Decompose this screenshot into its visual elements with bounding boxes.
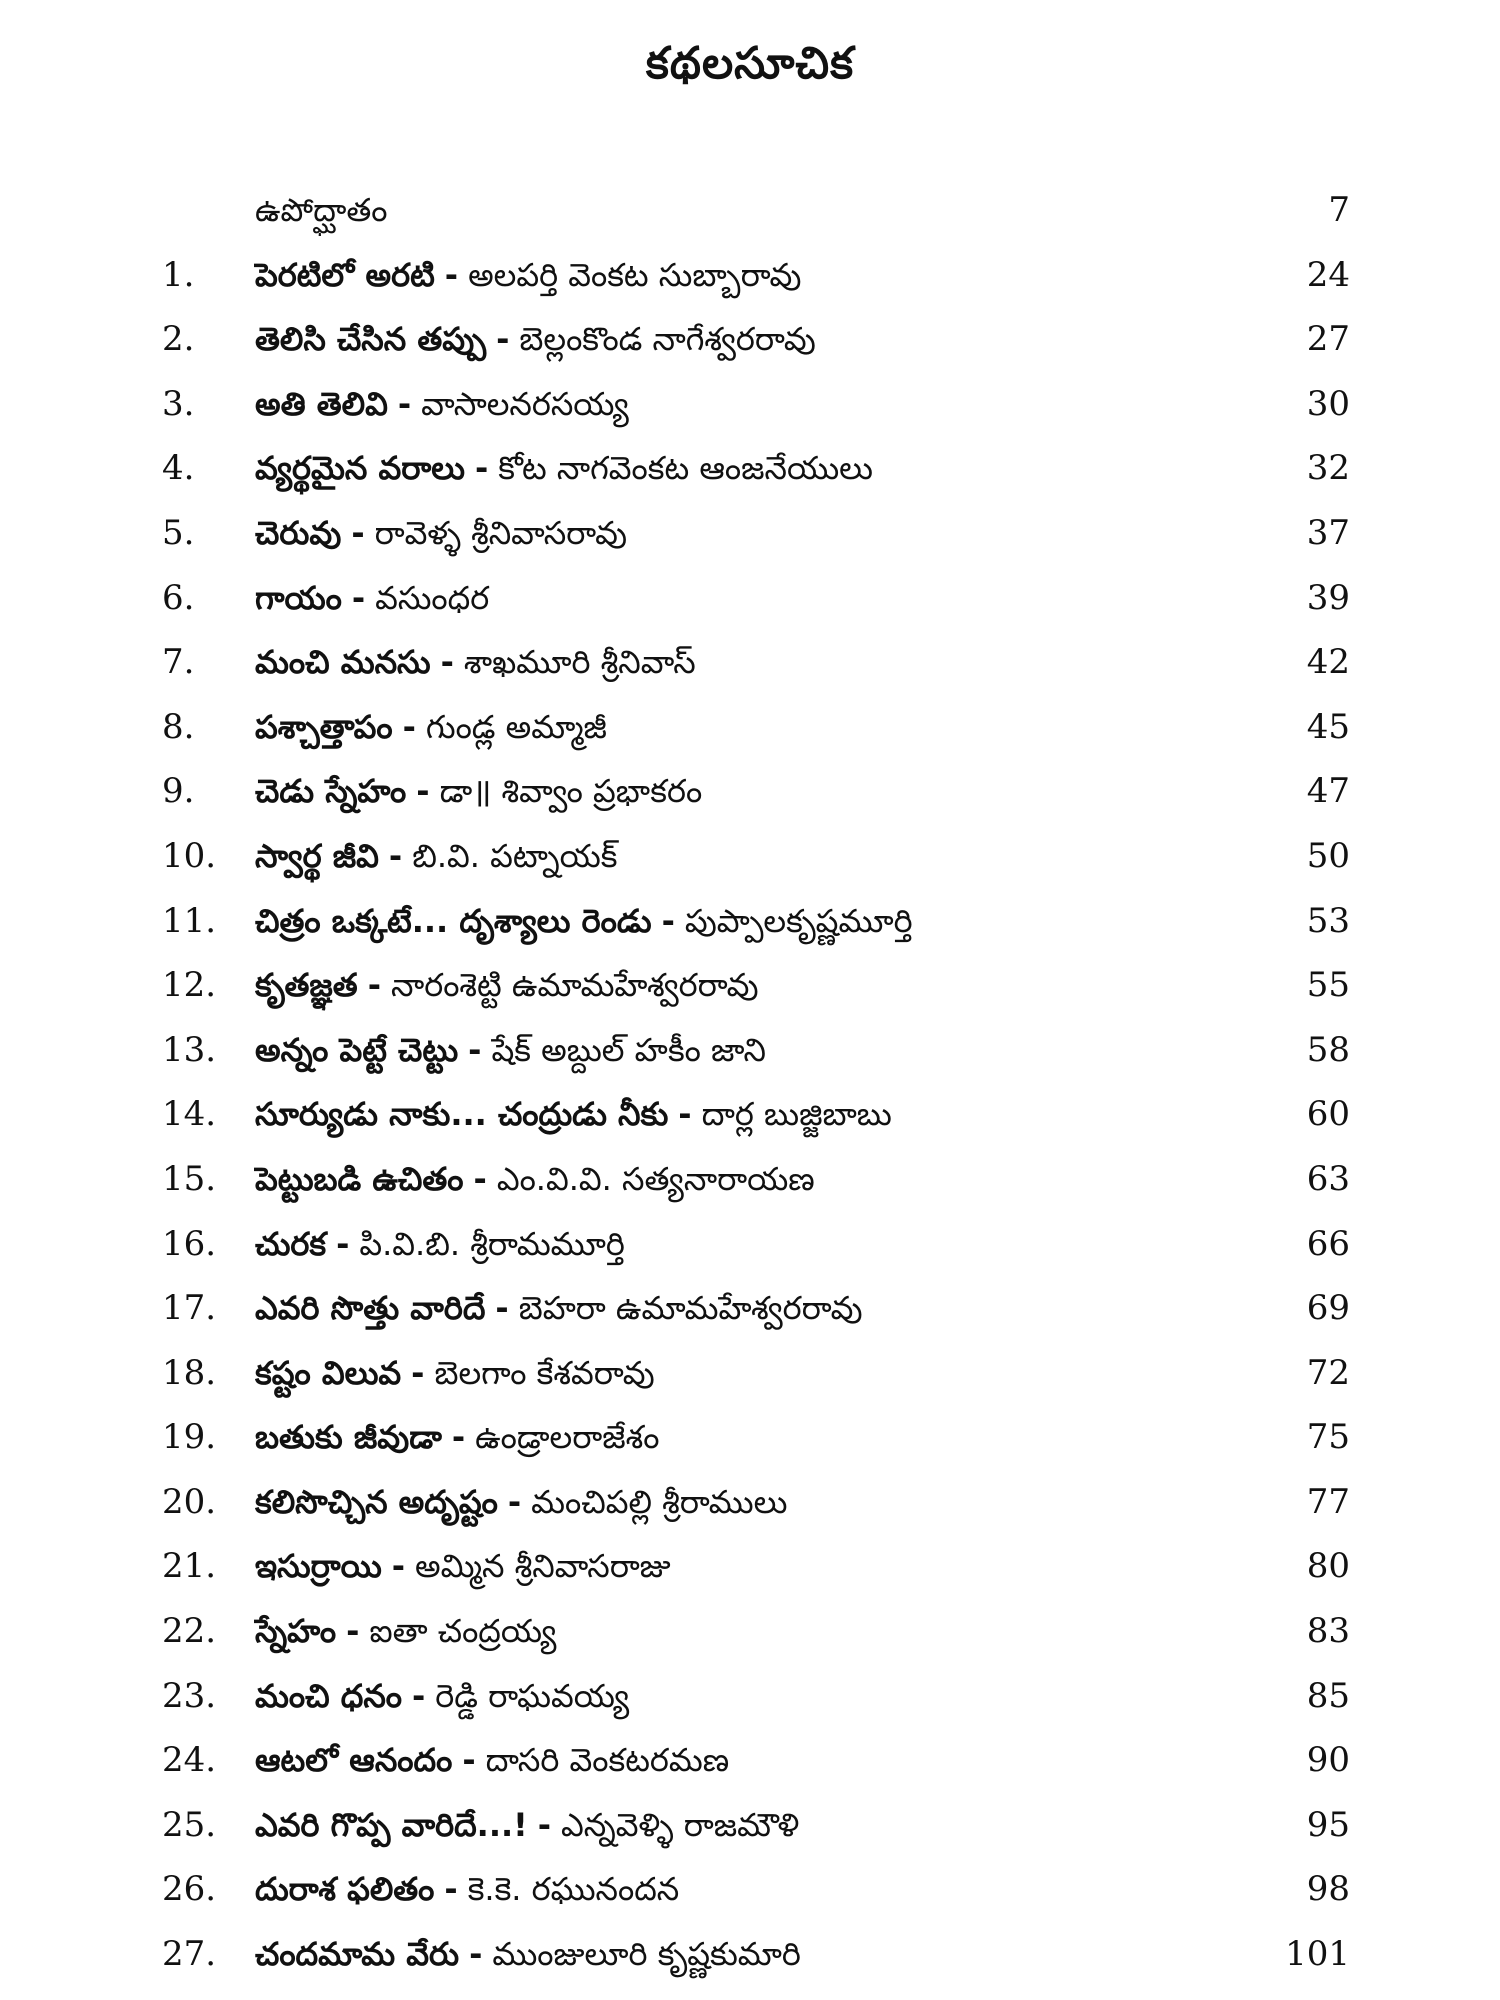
entry-number: 8. (162, 706, 195, 747)
entry-number: 1. (162, 254, 195, 295)
entry-content (255, 1147, 815, 1212)
author-name: డా॥ శివ్వాం ప్రభాకరం (439, 772, 703, 811)
page-number: 101 (1285, 1934, 1350, 1975)
entry-content (255, 436, 873, 501)
story-title: బతుకు జీవుడా (255, 1418, 442, 1457)
page-number: 30 (1306, 383, 1350, 424)
toc-entry-row (0, 1276, 1500, 1341)
title-author-separator: - (367, 966, 381, 1005)
page-number: 47 (1306, 771, 1350, 812)
story-title: తెలిసి చేసిన తప్పు (255, 320, 487, 359)
author-name: మంచిపల్లి శ్రీరాములు (531, 1482, 788, 1521)
author-name: దాసరి వెంకటరమణ (485, 1741, 730, 1780)
author-name: పుప్పాలకృష్ణమూర్తి (684, 901, 913, 940)
author-name: బెహరా ఉమామహేశ్వరరావు (518, 1289, 863, 1328)
toc-entry-row (0, 953, 1500, 1018)
entry-content (255, 1018, 766, 1083)
page-number: 60 (1306, 1094, 1350, 1135)
title-author-separator: - (351, 578, 366, 617)
page-number: 95 (1306, 1804, 1350, 1845)
story-title: చురక (255, 1224, 327, 1263)
entry-content (255, 1405, 659, 1470)
entry-number: 4. (162, 448, 195, 489)
toc-entry-row (0, 566, 1500, 631)
story-title: దురాశ ఫలితం (255, 1870, 435, 1909)
entry-content (255, 889, 913, 954)
author-name: వాసాలనరసయ్య (421, 384, 629, 423)
author-name: ఎం.వి.వి. సత్యనారాయణ (496, 1159, 815, 1198)
entry-number: 10. (162, 835, 217, 876)
page-number: 63 (1306, 1158, 1350, 1199)
title-author-separator: - (388, 836, 403, 875)
title-author-separator: - (468, 1030, 482, 1069)
toc-entry-row (0, 501, 1500, 566)
page-number: 80 (1306, 1546, 1350, 1587)
title-author-separator: - (444, 1870, 458, 1909)
toc-entry-row (0, 1405, 1500, 1470)
author-name: నారంశెట్టి ఉమామహేశ్వరరావు (390, 966, 759, 1005)
entry-number: 16. (162, 1223, 217, 1264)
title-author-separator: - (451, 1418, 466, 1457)
page-number: 42 (1306, 642, 1350, 683)
page-number: 24 (1306, 254, 1350, 295)
story-title: వ్యర్థమైన వరాలు (255, 449, 465, 488)
title-author-separator: - (678, 1095, 692, 1134)
entry-content (255, 759, 702, 824)
entry-number: 14. (162, 1094, 217, 1135)
story-title: సూర్యుడు నాకు... చంద్రుడు నీకు (255, 1095, 669, 1134)
story-title: స్వార్థ జీవి (255, 836, 379, 875)
intro-page-number: 7 (1328, 190, 1350, 230)
author-name: ఎన్నవెళ్ళి రాజమౌళి (561, 1805, 800, 1844)
story-title: అతి తెలివి (255, 384, 388, 423)
title-author-separator: - (391, 1547, 406, 1586)
title-author-separator: - (440, 643, 454, 682)
page-number: 37 (1306, 512, 1350, 553)
page-number: 75 (1306, 1417, 1350, 1458)
entry-content (255, 1470, 787, 1535)
story-title: కలిసొచ్చిన అదృష్టం (255, 1482, 498, 1521)
author-name: శాఖమూరి శ్రీనివాస్ (463, 643, 696, 682)
toc-entry-row (0, 630, 1500, 695)
entry-number: 2. (162, 319, 195, 360)
author-name: ఐతా చంద్రయ్య (369, 1612, 557, 1651)
story-title: చందమామ వేరు (255, 1935, 460, 1974)
entry-content (255, 824, 617, 889)
entry-content (255, 1857, 679, 1922)
title-author-separator: - (462, 1741, 476, 1780)
story-title: ఎవరి సొత్తు వారిదే (255, 1289, 486, 1328)
story-title: చిత్రం ఒక్కటే... దృశ్యాలు రెండు (255, 901, 652, 940)
story-title: పెట్టుబడి ఉచితం (255, 1159, 464, 1198)
toc-entry-row (0, 1212, 1500, 1277)
title-author-separator: - (475, 449, 489, 488)
entry-number: 24. (162, 1740, 217, 1781)
toc-entry-row (0, 759, 1500, 824)
entry-content (255, 1341, 655, 1406)
page-number: 55 (1306, 965, 1350, 1006)
story-title: కష్టం విలువ (255, 1353, 402, 1392)
author-name: ఉండ్రాలరాజేశం (475, 1418, 660, 1457)
page-number: 39 (1306, 577, 1350, 618)
story-title: చెడు స్నేహం (255, 772, 407, 811)
toc-entry-row (0, 1018, 1500, 1083)
entry-number: 21. (162, 1546, 217, 1587)
toc-intro-row (0, 178, 1500, 243)
entry-content (255, 1212, 625, 1277)
entry-number: 13. (162, 1029, 217, 1070)
toc-entry-row (0, 1664, 1500, 1729)
entry-content (255, 566, 489, 631)
entry-number: 15. (162, 1158, 217, 1199)
page-number: 83 (1306, 1611, 1350, 1652)
entry-number: 25. (162, 1804, 217, 1845)
page-number: 53 (1306, 900, 1350, 941)
title-author-separator: - (473, 1159, 487, 1198)
toc-entry-row (0, 1082, 1500, 1147)
title-author-separator: - (537, 1805, 552, 1844)
title-author-separator: - (412, 1676, 426, 1715)
entry-number: 12. (162, 965, 217, 1006)
toc-entry-row (0, 1470, 1500, 1535)
entry-number: 17. (162, 1288, 217, 1329)
author-name: బెలగాం కేశవరావు (434, 1353, 655, 1392)
author-name: రావెళ్ళ శ్రీనివాసరావు (374, 513, 628, 552)
entry-content (255, 372, 629, 437)
page-number: 77 (1306, 1481, 1350, 1522)
table-of-contents (0, 178, 1500, 1987)
entry-number: 22. (162, 1611, 217, 1652)
entry-number: 27. (162, 1934, 217, 1975)
title-author-separator: - (416, 772, 430, 811)
toc-entry-row (0, 1922, 1500, 1987)
entry-content (255, 1276, 863, 1341)
author-name: ముంజులూరి కృష్ణకుమారి (492, 1935, 801, 1974)
author-name: బెల్లంకొండ నాగేశ్వరరావు (519, 320, 816, 359)
toc-entry-row (0, 1728, 1500, 1793)
entry-number: 18. (162, 1352, 217, 1393)
title-author-separator: - (661, 901, 675, 940)
toc-entry-row (0, 436, 1500, 501)
story-title: చెరువు (255, 513, 342, 552)
page-number: 72 (1306, 1352, 1350, 1393)
entry-content (255, 953, 759, 1018)
author-name: వసుంధర (375, 578, 490, 617)
entry-number: 9. (162, 771, 195, 812)
toc-entry-row (0, 1341, 1500, 1406)
story-title: పెరటిలో అరటి (255, 255, 435, 294)
entry-content (255, 1922, 801, 1987)
author-name: షేక్ అబ్దుల్ హకీం జాని (491, 1030, 766, 1069)
author-name: అమ్మిన శ్రీనివాసరాజు (415, 1547, 671, 1586)
entry-content (255, 1534, 671, 1599)
author-name: పి.వి.బి. శ్రీరామమూర్తి (359, 1224, 625, 1263)
author-name: రెడ్డి రాఘవయ్య (435, 1676, 630, 1715)
story-title: స్నేహం (255, 1612, 337, 1651)
entry-number: 6. (162, 577, 195, 618)
toc-entry-row (0, 1857, 1500, 1922)
entry-content (255, 1664, 629, 1729)
entry-content (255, 1599, 556, 1664)
toc-entry-row (0, 1793, 1500, 1858)
author-name: కోట నాగవెంకట ఆంజనేయులు (498, 449, 873, 488)
entry-number: 5. (162, 512, 195, 553)
toc-entry-row (0, 1599, 1500, 1664)
page-number: 66 (1306, 1223, 1350, 1264)
title-author-separator: - (336, 1224, 350, 1263)
story-title: ఎవరి గొప్ప వారిదే...! (255, 1805, 528, 1844)
entry-content (255, 307, 816, 372)
story-title: గాయం (255, 578, 342, 617)
toc-entry-row (0, 695, 1500, 760)
entry-number: 3. (162, 383, 195, 424)
story-title: అన్నం పెట్టే చెట్టు (255, 1030, 459, 1069)
entry-number: 19. (162, 1417, 217, 1458)
page-number: 69 (1306, 1288, 1350, 1329)
entry-content (255, 501, 627, 566)
page-number: 58 (1306, 1029, 1350, 1070)
entry-content (255, 630, 696, 695)
intro-label: ఉపోద్ఘాతం (255, 191, 388, 229)
toc-entry-row (0, 243, 1500, 308)
author-name: గుండ్ల అమ్మాజీ (425, 707, 607, 746)
title-author-separator: - (411, 1353, 425, 1392)
story-title: మంచి మనసు (255, 643, 431, 682)
toc-entry-row (0, 307, 1500, 372)
title-author-separator: - (495, 1289, 509, 1328)
story-title: మంచి ధనం (255, 1676, 403, 1715)
title-author-separator: - (444, 255, 459, 294)
author-name: బి.వి. పట్నాయక్ (412, 836, 618, 875)
title-author-separator: - (346, 1612, 360, 1651)
title-author-separator: - (402, 707, 416, 746)
author-name: కె.కె. రఘునందన (467, 1870, 680, 1909)
toc-entry-row (0, 824, 1500, 889)
entry-content (255, 1793, 799, 1858)
entry-number: 20. (162, 1481, 217, 1522)
page-number: 27 (1306, 319, 1350, 360)
toc-entry-row (0, 889, 1500, 954)
entry-number: 11. (162, 900, 217, 941)
page-number: 50 (1306, 835, 1350, 876)
page-title: కథలసూచిక (645, 38, 855, 89)
entry-content (255, 243, 802, 308)
entry-number: 7. (162, 642, 195, 683)
page-number: 98 (1306, 1869, 1350, 1910)
entry-number: 26. (162, 1869, 217, 1910)
page-number: 85 (1306, 1675, 1350, 1716)
page-number: 90 (1306, 1740, 1350, 1781)
toc-entry-row (0, 372, 1500, 437)
entry-content (255, 1082, 892, 1147)
title-author-separator: - (351, 513, 365, 552)
entry-number: 23. (162, 1675, 217, 1716)
title-author-separator: - (496, 320, 510, 359)
toc-entry-row (0, 1534, 1500, 1599)
page-number: 32 (1306, 448, 1350, 489)
story-title: కృతజ్ఞత (255, 966, 358, 1005)
entry-content (255, 1728, 729, 1793)
story-title: పశ్చాత్తాపం (255, 707, 393, 746)
toc-entry-list (0, 243, 1500, 1987)
story-title: ఆటలో ఆనందం (255, 1741, 453, 1780)
toc-entry-row (0, 1147, 1500, 1212)
story-title: ఇసుర్రాయి (255, 1547, 382, 1586)
title-author-separator: - (507, 1482, 522, 1521)
title-author-separator: - (469, 1935, 483, 1974)
title-author-separator: - (397, 384, 412, 423)
page-number: 45 (1306, 706, 1350, 747)
author-name: అలపర్తి వెంకట సుబ్బారావు (468, 255, 802, 294)
entry-content (255, 695, 607, 760)
author-name: దార్ల బుజ్జిబాబు (701, 1095, 892, 1134)
